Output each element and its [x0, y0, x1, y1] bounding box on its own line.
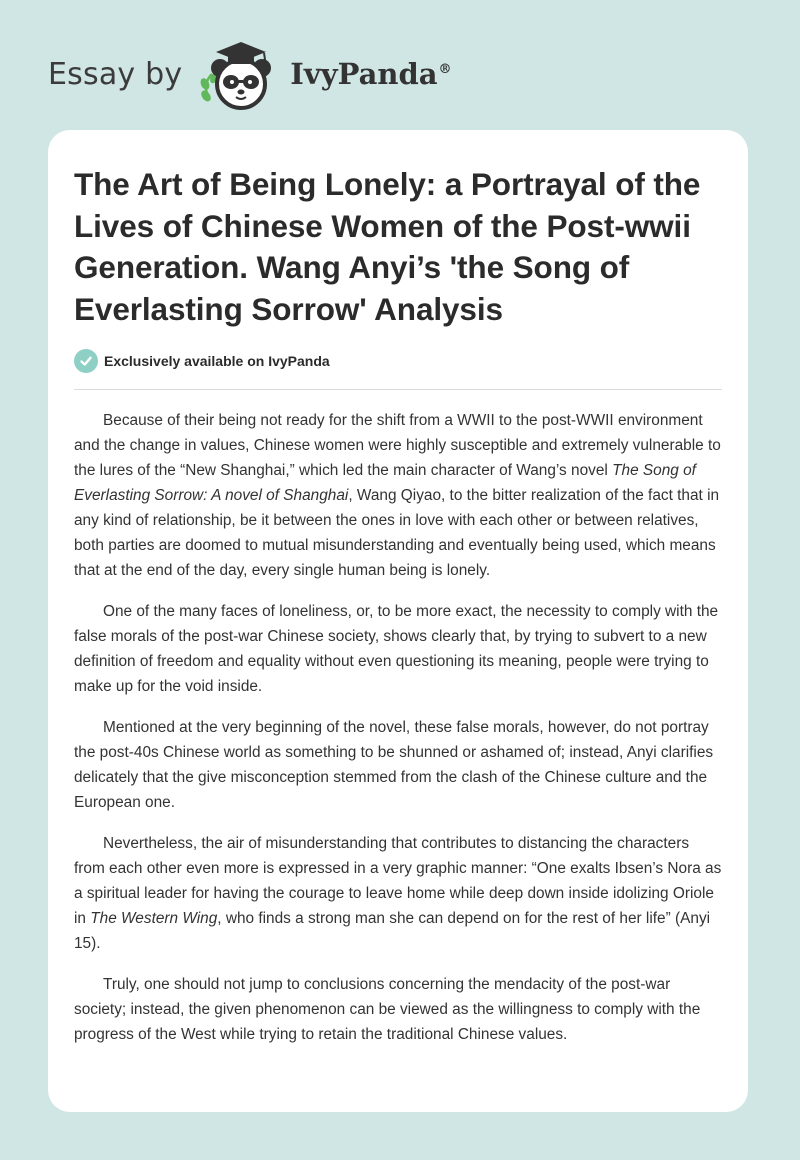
paragraph-3-text: Mentioned at the very beginning of the novel, these false morals, however, do not portray the post-40s Chinese world as something to be shunned or ashamed of; instead, Anyi clarifies delicately that the give misconception stemmed from the clash of the Chinese culture and the European one. [74, 719, 714, 811]
paragraph-4-text-b: , who finds a strong man she can depend on for the rest of her life” (Anyi 15). [74, 910, 711, 952]
essay-body [74, 408, 722, 1047]
book-title-italic: The Song of Everlasting Sorrow: A novel of Shanghai [74, 462, 696, 504]
paragraph-3 [74, 715, 722, 815]
panda-graduate-icon[interactable] [194, 34, 286, 114]
paragraph-1-text-b: , Wang Qiyao, to the bitter realization of the fact that in any kind of relationship, be it between the ones in love with each other or between relatives, both parties are doomed to mutual misunderstanding and eventually being used, which means that at the end of the day, every single human being is lonely. [74, 487, 720, 579]
brand-name[interactable] [290, 57, 451, 91]
paragraph-1-text-a: Because of their being not ready for the shift from a WWII to the post-WWII environment and the change in values, Chinese women were highly susceptible and extremely vulnerable to the lures of the “New Shanghai,” which led the main character of Wang’s novel [74, 412, 721, 479]
title-divider [74, 389, 722, 390]
exclusive-label: Exclusively available on IvyPanda [104, 353, 330, 369]
essay-card [48, 130, 748, 1112]
paragraph-5 [74, 972, 722, 1047]
essay-by-label: Essay by [48, 56, 183, 92]
brand-name-text: IvyPanda [290, 57, 438, 91]
paragraph-5-text: Truly, one should not jump to conclusions concerning the mendacity of the post-war society; instead, the given phenomenon can be viewed as the willingness to comply with the progress of the West while trying to retain the traditional Chinese values. [74, 976, 701, 1043]
paragraph-2 [74, 599, 722, 699]
site-header [48, 34, 452, 114]
paragraph-4 [74, 831, 722, 956]
check-circle-icon [74, 349, 98, 373]
paragraph-1 [74, 408, 722, 583]
paragraph-4-text-a: Nevertheless, the air of misunderstanding that contributes to distancing the characters from each other even more is expressed in a very graphic manner: “One exalts Ibsen’s Nora as a spiritual leader for having the courage to leave home while deep down inside idolizing Oriole in [74, 835, 722, 927]
paragraph-2-text: One of the many faces of loneliness, or, to be more exact, the necessity to comply with the false morals of the post-war Chinese society, shows clearly that, by trying to subvert to a new definition of freedom and equality without even questioning its meaning, people were trying to make up for the void inside. [74, 603, 719, 695]
registered-mark: ® [438, 62, 452, 78]
western-wing-italic: The Western Wing [90, 910, 218, 927]
exclusive-badge [74, 348, 722, 374]
essay-title: The Art of Being Lonely: a Portrayal of the Lives of Chinese Women of the Post-wwii Generation. Wang Anyi’s 'the Song of Everlasting Sorrow' Analysis [74, 166, 701, 327]
